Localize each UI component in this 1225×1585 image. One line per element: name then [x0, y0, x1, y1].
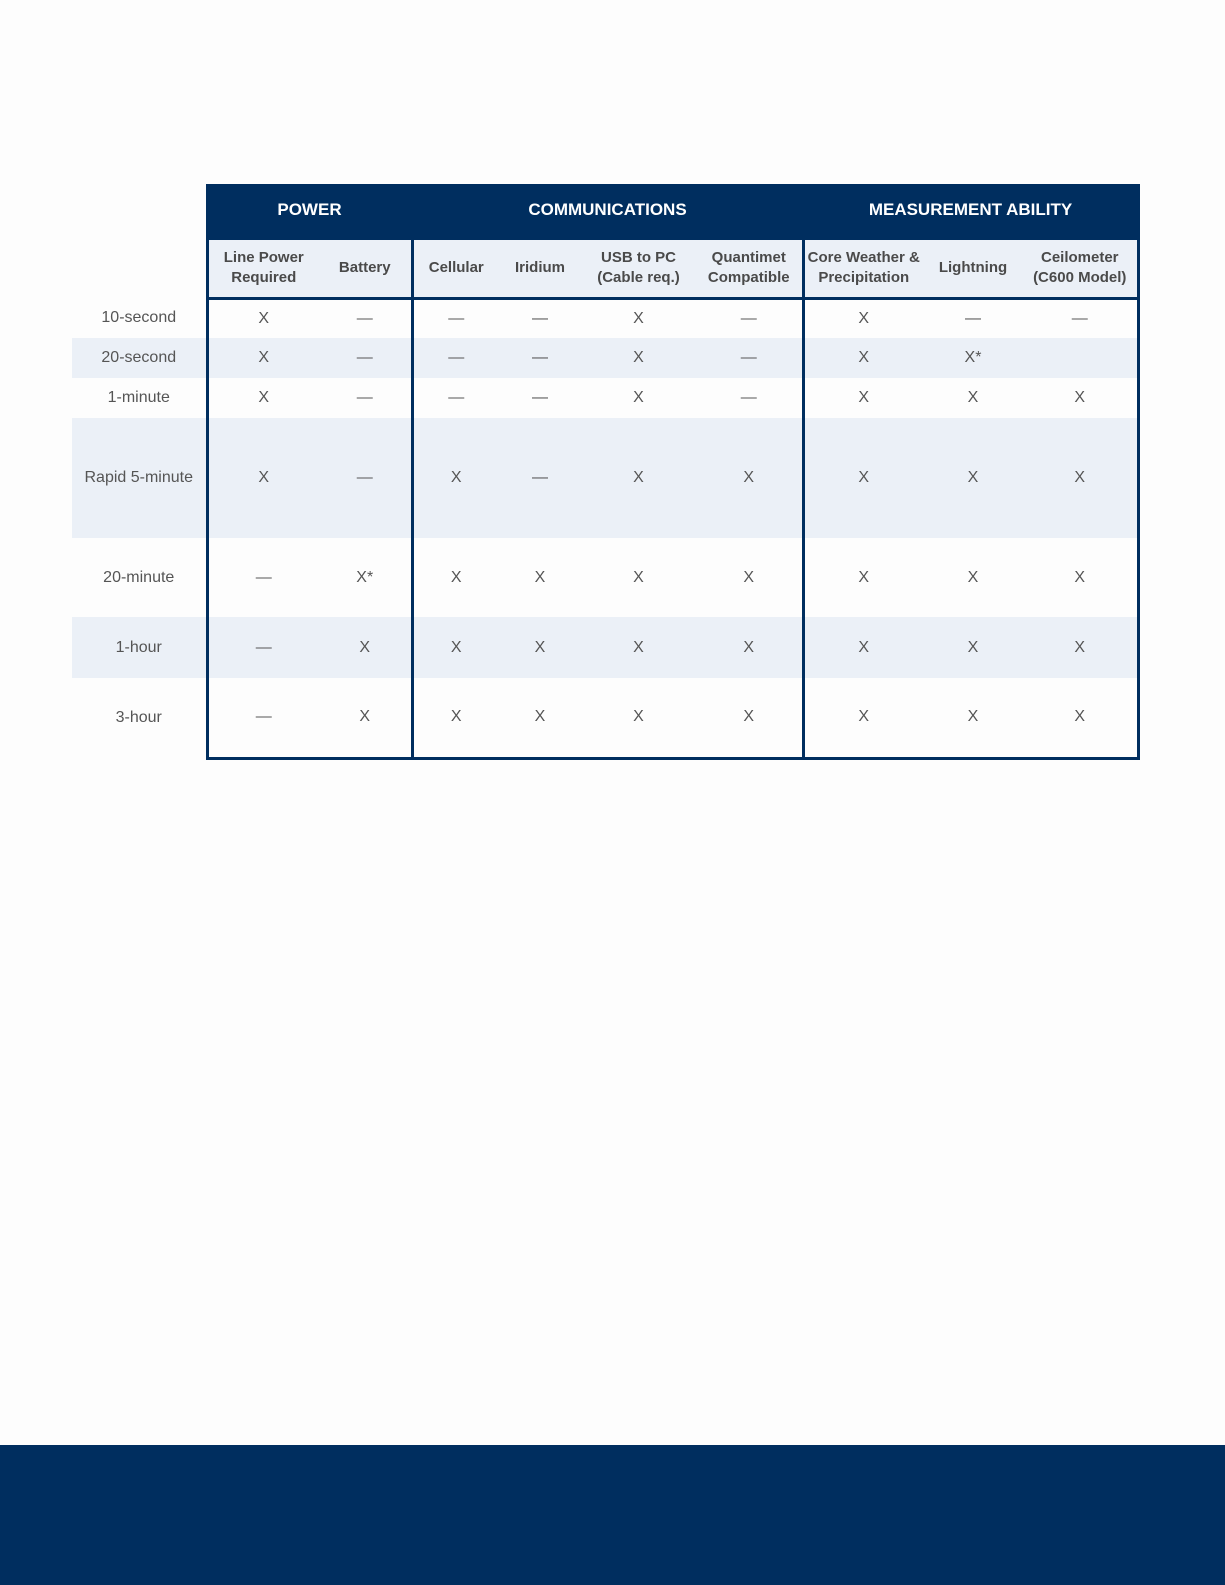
table-cell: X — [696, 617, 803, 678]
column-header-core-weather: Core Weather & Precipitation — [803, 238, 923, 298]
table-cell: X — [581, 418, 696, 538]
footer-bar — [0, 1445, 1225, 1585]
table-cell: X — [581, 378, 696, 418]
table-cell: X — [412, 418, 499, 538]
table-cell: X — [1023, 378, 1138, 418]
table-cell: — — [319, 338, 412, 378]
table-cell: X — [696, 678, 803, 758]
table-cell: X — [207, 298, 319, 338]
row-label: 10-second — [72, 298, 207, 338]
table-cell: X — [1023, 617, 1138, 678]
table-row — [72, 298, 1138, 338]
table-cell: X — [803, 538, 923, 617]
table-cell: X — [1023, 678, 1138, 758]
table-cell: X — [499, 538, 581, 617]
table-cell: X — [803, 378, 923, 418]
table-cell: — — [696, 378, 803, 418]
table-cell: X* — [319, 538, 412, 617]
table-cell: X — [412, 617, 499, 678]
table-row — [72, 538, 1138, 617]
table-cell: X — [319, 678, 412, 758]
column-header-cellular: Cellular — [412, 238, 499, 298]
table-cell: — — [499, 298, 581, 338]
table-cell: X* — [923, 338, 1023, 378]
group-header-power: POWER — [207, 184, 412, 238]
row-label: 20-minute — [72, 538, 207, 617]
table-cell: X — [803, 418, 923, 538]
table-cell: X — [803, 678, 923, 758]
table-cell: — — [412, 378, 499, 418]
table-cell: X — [581, 617, 696, 678]
table-cell: X — [1023, 538, 1138, 617]
table-cell: X — [412, 538, 499, 617]
row-label: 20-second — [72, 338, 207, 378]
table-cell: X — [696, 538, 803, 617]
table-cell: X — [923, 418, 1023, 538]
group-header-communications: COMMUNICATIONS — [412, 184, 803, 238]
table-cell: X — [803, 338, 923, 378]
table-cell: — — [499, 338, 581, 378]
column-header-lightning: Lightning — [923, 238, 1023, 298]
table-cell — [1023, 338, 1138, 378]
table-row — [72, 418, 1138, 538]
table-cell: X — [803, 298, 923, 338]
table-cell: X — [923, 538, 1023, 617]
table-cell: X — [696, 418, 803, 538]
table-cell: X — [1023, 418, 1138, 538]
table-cell: X — [581, 298, 696, 338]
column-header-iridium: Iridium — [499, 238, 581, 298]
table-body — [72, 298, 1138, 758]
table-cell: — — [1023, 298, 1138, 338]
table-cell: — — [319, 418, 412, 538]
table-cell: — — [923, 298, 1023, 338]
row-label: 1-hour — [72, 617, 207, 678]
table-cell: X — [207, 378, 319, 418]
table-cell: X — [803, 617, 923, 678]
table-cell: X — [923, 378, 1023, 418]
table-cell: — — [412, 338, 499, 378]
table-cell: X — [319, 617, 412, 678]
row-label: Rapid 5-minute — [72, 418, 207, 538]
table-cell: X — [499, 617, 581, 678]
column-header-battery: Battery — [319, 238, 412, 298]
table-cell: — — [207, 617, 319, 678]
table-cell: X — [923, 617, 1023, 678]
table-cell: — — [207, 538, 319, 617]
row-label: 1-minute — [72, 378, 207, 418]
table-cell: — — [499, 418, 581, 538]
table-cell: X — [207, 338, 319, 378]
group-header-row — [72, 184, 1138, 238]
column-header-line-power: Line Power Required — [207, 238, 319, 298]
table-row — [72, 678, 1138, 758]
table-cell: — — [696, 298, 803, 338]
group-header-measurement-ability: MEASUREMENT ABILITY — [803, 184, 1138, 238]
table-cell: — — [412, 298, 499, 338]
column-header-row — [72, 238, 1138, 298]
table-cell: X — [207, 418, 319, 538]
table-cell: — — [319, 298, 412, 338]
table-cell: X — [499, 678, 581, 758]
table-cell: X — [581, 538, 696, 617]
table-cell: — — [319, 378, 412, 418]
table-cell: X — [581, 338, 696, 378]
corner-blank — [72, 238, 207, 298]
table-cell: — — [207, 678, 319, 758]
table-row — [72, 378, 1138, 418]
column-header-usb: USB to PC (Cable req.) — [581, 238, 696, 298]
table-cell: — — [696, 338, 803, 378]
column-header-quantimet: Quantimet Compatible — [696, 238, 803, 298]
table-row — [72, 338, 1138, 378]
table-cell: — — [499, 378, 581, 418]
table-row — [72, 617, 1138, 678]
comparison-table-container — [72, 184, 1140, 760]
feature-comparison-table — [72, 184, 1140, 760]
table-cell: X — [581, 678, 696, 758]
table-cell: X — [923, 678, 1023, 758]
row-label: 3-hour — [72, 678, 207, 758]
corner-blank — [72, 184, 207, 238]
column-header-ceilometer: Ceilometer (C600 Model) — [1023, 238, 1138, 298]
table-cell: X — [412, 678, 499, 758]
